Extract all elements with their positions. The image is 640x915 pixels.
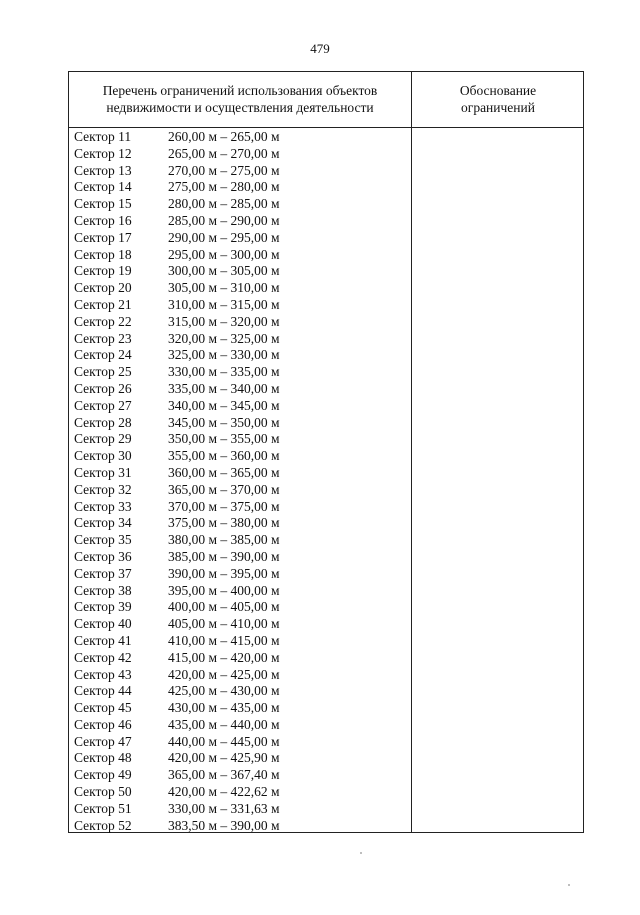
header-left-line-2: недвижимости и осуществления деятельности xyxy=(106,100,374,115)
table-row xyxy=(74,129,409,146)
table-row xyxy=(74,230,409,247)
sector-label: Сектор 44 xyxy=(74,683,132,699)
sector-range: 385,00 м – 390,00 м xyxy=(168,548,280,564)
table-row xyxy=(74,196,409,213)
sector-range: 285,00 м – 290,00 м xyxy=(168,212,280,228)
table-row xyxy=(74,364,409,381)
table-row xyxy=(74,515,409,532)
table-row xyxy=(74,314,409,331)
sector-label: Сектор 25 xyxy=(74,364,132,380)
sector-range: 405,00 м – 410,00 м xyxy=(168,616,280,632)
sector-label: Сектор 18 xyxy=(74,246,132,262)
sector-label: Сектор 34 xyxy=(74,515,132,531)
sector-label: Сектор 46 xyxy=(74,716,132,732)
sector-label: Сектор 30 xyxy=(74,448,132,464)
sector-range: 315,00 м – 320,00 м xyxy=(168,313,280,329)
table-row xyxy=(74,683,409,700)
sector-label: Сектор 37 xyxy=(74,565,132,581)
sector-label: Сектор 31 xyxy=(74,464,132,480)
sector-range: 290,00 м – 295,00 м xyxy=(168,229,280,245)
table-row xyxy=(74,700,409,717)
sector-label: Сектор 45 xyxy=(74,700,132,716)
sector-range: 265,00 м – 270,00 м xyxy=(168,145,280,161)
table-row xyxy=(74,163,409,180)
header-restrictions-list xyxy=(69,82,411,116)
table-row xyxy=(74,784,409,801)
table-row xyxy=(74,633,409,650)
sector-range: 330,00 м – 335,00 м xyxy=(168,364,280,380)
sector-range: 370,00 м – 375,00 м xyxy=(168,498,280,514)
sector-label: Сектор 43 xyxy=(74,666,132,682)
sector-range: 430,00 м – 435,00 м xyxy=(168,700,280,716)
sector-label: Сектор 22 xyxy=(74,313,132,329)
sector-label: Сектор 21 xyxy=(74,296,132,312)
sector-label: Сектор 15 xyxy=(74,196,132,212)
sector-range: 425,00 м – 430,00 м xyxy=(168,683,280,699)
sector-label: Сектор 13 xyxy=(74,162,132,178)
table-row xyxy=(74,750,409,767)
sector-label: Сектор 17 xyxy=(74,229,132,245)
sector-label: Сектор 19 xyxy=(74,263,132,279)
table-row xyxy=(74,499,409,516)
sector-range: 345,00 м – 350,00 м xyxy=(168,414,280,430)
sector-label: Сектор 39 xyxy=(74,599,132,615)
sector-range: 335,00 м – 340,00 м xyxy=(168,380,280,396)
sector-label: Сектор 27 xyxy=(74,397,132,413)
table-body xyxy=(74,129,409,834)
table-row xyxy=(74,297,409,314)
scan-speck xyxy=(568,884,570,886)
sector-range: 350,00 м – 355,00 м xyxy=(168,431,280,447)
sector-range: 275,00 м – 280,00 м xyxy=(168,179,280,195)
sector-label: Сектор 12 xyxy=(74,145,132,161)
restrictions-table xyxy=(68,71,584,833)
sector-range: 365,00 м – 367,40 м xyxy=(168,767,280,783)
sector-label: Сектор 16 xyxy=(74,212,132,228)
sector-label: Сектор 50 xyxy=(74,784,132,800)
table-row xyxy=(74,532,409,549)
table-row xyxy=(74,213,409,230)
sector-label: Сектор 49 xyxy=(74,767,132,783)
sector-range: 410,00 м – 415,00 м xyxy=(168,632,280,648)
sector-label: Сектор 52 xyxy=(74,817,132,833)
sector-range: 435,00 м – 440,00 м xyxy=(168,716,280,732)
sector-range: 360,00 м – 365,00 м xyxy=(168,464,280,480)
table-row xyxy=(74,667,409,684)
table-row xyxy=(74,482,409,499)
sector-label: Сектор 32 xyxy=(74,481,132,497)
sector-label: Сектор 40 xyxy=(74,616,132,632)
table-row xyxy=(74,331,409,348)
sector-range: 330,00 м – 331,63 м xyxy=(168,800,280,816)
sector-label: Сектор 28 xyxy=(74,414,132,430)
table-row xyxy=(74,465,409,482)
sector-label: Сектор 24 xyxy=(74,347,132,363)
sector-range: 305,00 м – 310,00 м xyxy=(168,280,280,296)
table-row xyxy=(74,431,409,448)
table-row xyxy=(74,767,409,784)
header-divider xyxy=(69,127,583,128)
sector-label: Сектор 41 xyxy=(74,632,132,648)
table-row xyxy=(74,549,409,566)
table-row xyxy=(74,247,409,264)
sector-label: Сектор 38 xyxy=(74,582,132,598)
sector-label: Сектор 11 xyxy=(74,129,132,144)
sector-range: 300,00 м – 305,00 м xyxy=(168,263,280,279)
sector-range: 365,00 м – 370,00 м xyxy=(168,481,280,497)
sector-range: 375,00 м – 380,00 м xyxy=(168,515,280,531)
table-row xyxy=(74,263,409,280)
sector-label: Сектор 51 xyxy=(74,800,132,816)
sector-range: 295,00 м – 300,00 м xyxy=(168,246,280,262)
table-row xyxy=(74,146,409,163)
sector-range: 260,00 м – 265,00 м xyxy=(168,129,280,144)
sector-label: Сектор 20 xyxy=(74,280,132,296)
sector-range: 420,00 м – 425,90 м xyxy=(168,750,280,766)
sector-range: 395,00 м – 400,00 м xyxy=(168,582,280,598)
sector-range: 400,00 м – 405,00 м xyxy=(168,599,280,615)
table-row xyxy=(74,347,409,364)
sector-range: 340,00 м – 345,00 м xyxy=(168,397,280,413)
page-number: 479 xyxy=(310,41,330,56)
table-row xyxy=(74,381,409,398)
header-right-line-2: ограничений xyxy=(461,100,535,115)
sector-range: 390,00 м – 395,00 м xyxy=(168,565,280,581)
scan-speck xyxy=(360,852,362,854)
sector-range: 310,00 м – 315,00 м xyxy=(168,296,280,312)
sector-range: 325,00 м – 330,00 м xyxy=(168,347,280,363)
sector-range: 440,00 м – 445,00 м xyxy=(168,733,280,749)
sector-range: 420,00 м – 422,62 м xyxy=(168,784,280,800)
table-row xyxy=(74,734,409,751)
table-row xyxy=(74,616,409,633)
sector-label: Сектор 23 xyxy=(74,330,132,346)
table-row xyxy=(74,280,409,297)
sector-range: 383,50 м – 390,00 м xyxy=(168,817,280,833)
table-row xyxy=(74,599,409,616)
table-row xyxy=(74,801,409,818)
header-justification xyxy=(412,82,584,116)
table-row xyxy=(74,717,409,734)
header-right-line-1: Обоснование xyxy=(459,83,537,98)
sector-label: Сектор 33 xyxy=(74,498,132,514)
sector-range: 420,00 м – 425,00 м xyxy=(168,666,280,682)
sector-label: Сектор 29 xyxy=(74,431,132,447)
table-row xyxy=(74,583,409,600)
sector-label: Сектор 42 xyxy=(74,649,132,665)
sector-label: Сектор 35 xyxy=(74,532,132,548)
sector-label: Сектор 47 xyxy=(74,733,132,749)
sector-range: 355,00 м – 360,00 м xyxy=(168,448,280,464)
table-row xyxy=(74,448,409,465)
table-row xyxy=(74,818,409,835)
table-row xyxy=(74,415,409,432)
sector-label: Сектор 14 xyxy=(74,179,132,195)
sector-range: 280,00 м – 285,00 м xyxy=(168,196,280,212)
sector-label: Сектор 36 xyxy=(74,548,132,564)
column-divider xyxy=(411,72,412,832)
sector-range: 270,00 м – 275,00 м xyxy=(168,162,280,178)
sector-range: 320,00 м – 325,00 м xyxy=(168,330,280,346)
table-row xyxy=(74,179,409,196)
sector-label: Сектор 48 xyxy=(74,750,132,766)
sector-range: 380,00 м – 385,00 м xyxy=(168,532,280,548)
table-row xyxy=(74,398,409,415)
header-left-line-1: Перечень ограничений использования объектов xyxy=(102,83,378,98)
sector-range: 415,00 м – 420,00 м xyxy=(168,649,280,665)
table-row xyxy=(74,566,409,583)
sector-label: Сектор 26 xyxy=(74,380,132,396)
table-row xyxy=(74,650,409,667)
